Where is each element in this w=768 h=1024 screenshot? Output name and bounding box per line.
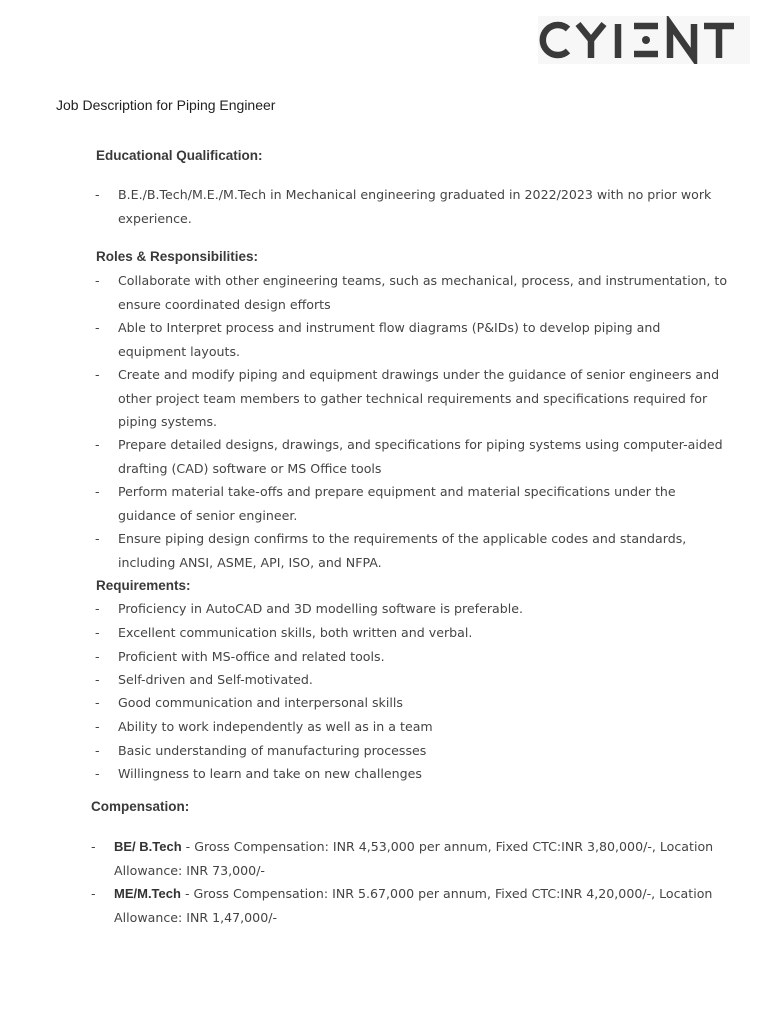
list-item: - Prepare detailed designs, drawings, and specifications for piping systems using computer-aided drafting (CAD) software or MS Office tools xyxy=(95,437,723,476)
list-item: - BE/ B.Tech - Gross Compensation: INR 4,53,000 per annum, Fixed CTC:INR 3,80,000/-, Location Allowance: INR 73,000/- xyxy=(91,839,714,878)
list-item: - B.E./B.Tech/M.E./M.Tech in Mechanical engineering graduated in 2022/2023 with no prior work experience. xyxy=(95,187,712,226)
requirements-heading: Requirements: xyxy=(96,578,191,593)
list-item: - ME/M.Tech - Gross Compensation: INR 5.67,000 per annum, Fixed CTC:INR 4,20,000/-, Location Allowance: INR 1,47,000/- xyxy=(91,886,713,925)
list-item: - Willingness to learn and take on new challenges xyxy=(95,766,422,781)
list-item: - Self-driven and Self-motivated. xyxy=(95,672,313,687)
list-item: - Proficient with MS-office and related tools. xyxy=(95,649,385,664)
list-item: - Excellent communication skills, both written and verbal. xyxy=(95,625,473,640)
list-item: - Perform material take-offs and prepare equipment and material specifications under the guidance of senior engineer. xyxy=(95,484,676,523)
list-item: - Proficiency in AutoCAD and 3D modelling software is preferable. xyxy=(95,601,523,616)
list-item: - Ensure piping design confirms to the requirements of the applicable codes and standards, including ANSI, ASME, API, ISO, and NFPA. xyxy=(95,531,687,570)
list-item: - Ability to work independently as well as in a team xyxy=(95,719,433,734)
list-item: - Collaborate with other engineering teams, such as mechanical, process, and instrumentation, to ensure coordinated design efforts xyxy=(95,273,728,312)
education-heading: Educational Qualification: xyxy=(96,148,263,163)
compensation-heading: Compensation: xyxy=(91,799,190,814)
list-item: - Basic understanding of manufacturing processes xyxy=(95,743,427,758)
list-item: - Able to Interpret process and instrument flow diagrams (P&IDs) to develop piping and equipment layouts. xyxy=(95,320,661,359)
cyient-logo-mark xyxy=(538,16,750,64)
list-item: - Good communication and interpersonal skills xyxy=(95,695,403,710)
page-title: Job Description for Piping Engineer xyxy=(56,97,276,113)
roles-heading: Roles & Responsibilities: xyxy=(96,249,259,264)
cyient-logo xyxy=(538,16,750,64)
list-item: - Create and modify piping and equipment drawings under the guidance of senior engineers and other project team members to gather technical requirements and specifications required for piping systems. xyxy=(95,367,720,429)
